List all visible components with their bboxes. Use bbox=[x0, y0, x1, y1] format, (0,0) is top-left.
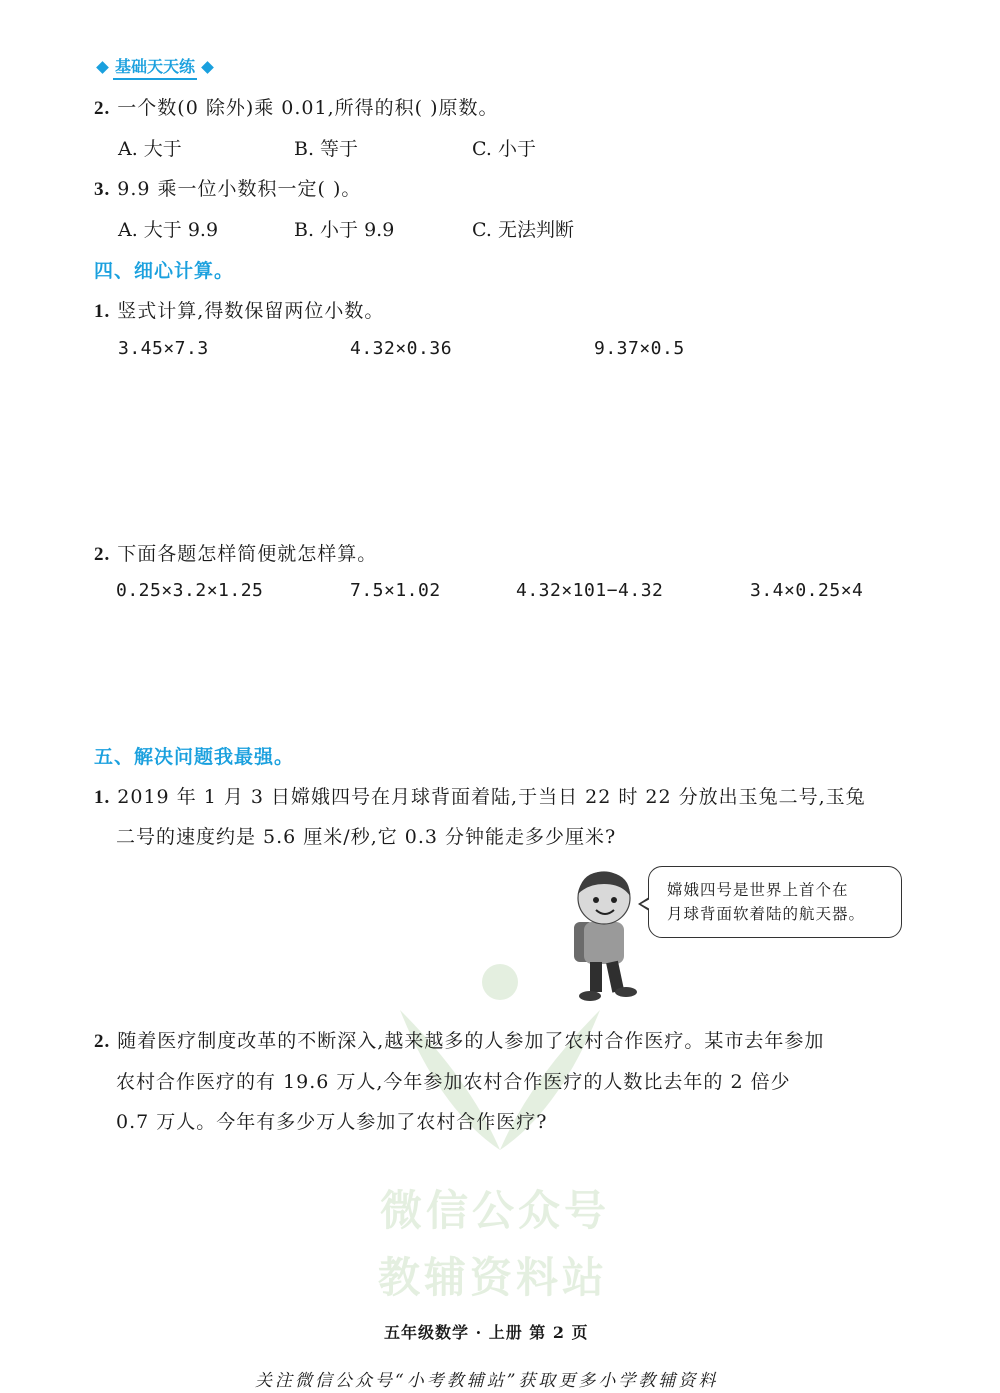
question-4-2 bbox=[94, 539, 377, 566]
watermark-line-2: 教辅资料站 bbox=[378, 1253, 609, 1302]
question-number: 1. bbox=[94, 787, 111, 808]
question-5-2 bbox=[94, 1026, 824, 1053]
banner-label: 基础天天练 bbox=[113, 54, 197, 80]
question-text-line-3: 0.7 万人。今年有多少万人参加了农村合作医疗? bbox=[116, 1111, 548, 1133]
question-number: 3. bbox=[94, 179, 111, 200]
speech-bubble bbox=[648, 866, 902, 938]
question-number: 2. bbox=[94, 98, 111, 119]
watermark-line-1: 微信公众号 bbox=[380, 1186, 611, 1235]
option-a: A. 大于 bbox=[118, 138, 182, 160]
boy-illustration bbox=[560, 866, 652, 1010]
diamond-icon bbox=[201, 61, 214, 74]
option-c: C. 无法判断 bbox=[472, 219, 574, 241]
diamond-icon bbox=[96, 61, 109, 74]
question-text-line-2: 农村合作医疗的有 19.6 万人,今年参加农村合作医疗的人数比去年的 2 倍少 bbox=[116, 1071, 791, 1093]
option-c: C. 小于 bbox=[472, 138, 536, 160]
question-text-line-2: 二号的速度约是 5.6 厘米/秒,它 0.3 分钟能走多少厘米? bbox=[116, 826, 617, 848]
section-5-title: 五、解决问题我最强。 bbox=[94, 746, 295, 768]
page-footer: 五年级数学 · 上册 第 2 页 bbox=[384, 1323, 589, 1342]
option-b: B. 小于 9.9 bbox=[294, 219, 395, 241]
calc-item: 9.37×0.5 bbox=[594, 338, 685, 359]
question-text-line-1: 随着医疗制度改革的不断深入,越来越多的人参加了农村合作医疗。某市去年参加 bbox=[117, 1030, 825, 1052]
question-number: 2. bbox=[94, 1031, 111, 1052]
option-b: B. 等于 bbox=[294, 138, 359, 160]
calc-item: 3.4×0.25×4 bbox=[750, 580, 864, 601]
bubble-line-1: 嫦娥四号是世界上首个在 bbox=[667, 881, 849, 899]
section-banner bbox=[92, 54, 218, 80]
question-3-3 bbox=[94, 174, 361, 201]
question-number: 2. bbox=[94, 544, 111, 565]
calc-item: 4.32×0.36 bbox=[350, 338, 453, 359]
question-text-line-1: 2019 年 1 月 3 日嫦娥四号在月球背面着陆,于当日 22 时 22 分放出玉兔二号,玉兔 bbox=[117, 786, 866, 808]
question-number: 1. bbox=[94, 301, 111, 322]
calc-item: 4.32×101−4.32 bbox=[516, 580, 664, 601]
calc-item: 0.25×3.2×1.25 bbox=[116, 580, 264, 601]
question-5-1 bbox=[94, 782, 866, 809]
question-3-2 bbox=[94, 93, 499, 120]
question-text: 9.9 乘一位小数积一定( )。 bbox=[117, 178, 362, 200]
question-4-1 bbox=[94, 296, 384, 323]
question-text: 竖式计算,得数保留两位小数。 bbox=[117, 300, 385, 322]
calc-item: 7.5×1.02 bbox=[350, 580, 441, 601]
section-4-title: 四、细心计算。 bbox=[94, 260, 235, 282]
question-text: 下面各题怎样简便就怎样算。 bbox=[117, 543, 378, 565]
option-a: A. 大于 9.9 bbox=[118, 219, 219, 241]
bubble-line-2: 月球背面软着陆的航天器。 bbox=[667, 905, 866, 923]
calc-item: 3.45×7.3 bbox=[118, 338, 209, 359]
bottom-note: 关注微信公众号“小考教辅站”获取更多小学教辅资料 bbox=[255, 1371, 719, 1391]
question-text: 一个数(0 除外)乘 0.01,所得的积( )原数。 bbox=[117, 97, 499, 119]
